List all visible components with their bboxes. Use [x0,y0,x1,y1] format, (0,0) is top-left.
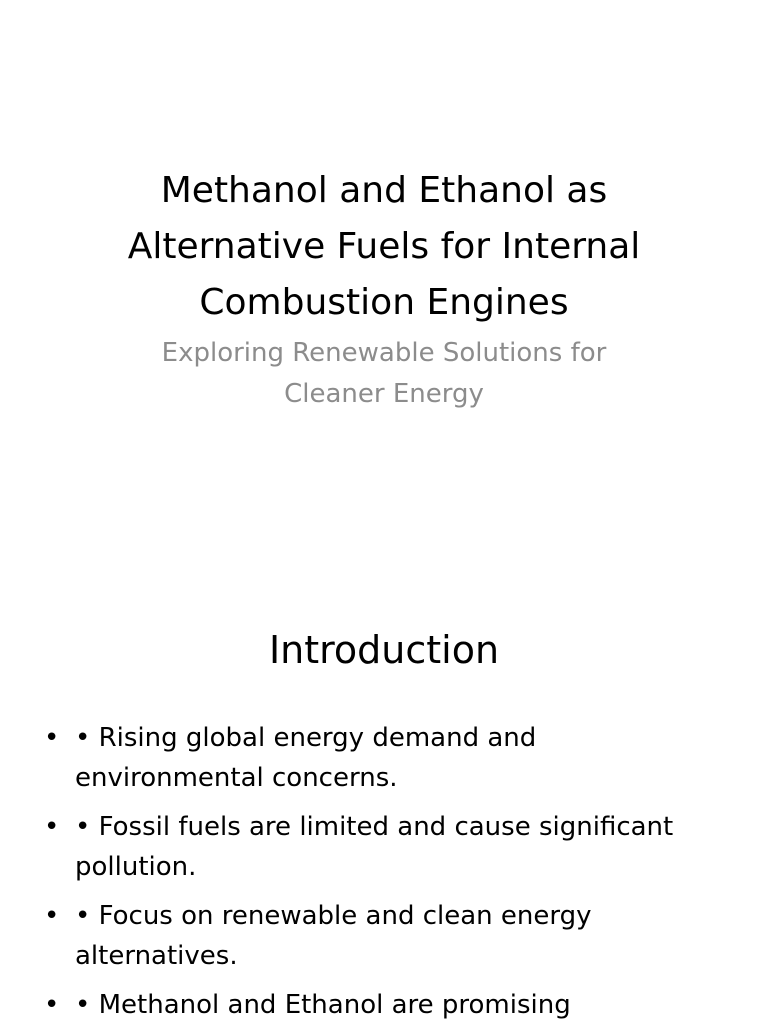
list-item-text: • Fossil fuels are limited and cause significant pollution. [75,812,674,882]
bullet-marker: • [44,723,60,753]
slide-heading: Introduction [268,628,500,672]
slide-subtitle: Exploring Renewable Solutions for Cleaner Energy [161,338,607,409]
introduction-slide [0,576,768,1024]
list-item-text: • Rising global energy demand and environmental concerns. [75,723,537,793]
list-item [38,807,718,887]
bullet-list [38,718,718,1024]
list-item [38,985,718,1024]
bullet-marker: • [44,990,60,1020]
list-item [38,718,718,798]
bullet-marker: • [44,812,60,842]
slide-title: Methanol and Ethanol as Alternative Fuels for Internal Combustion Engines [127,170,641,323]
list-item-text: • Methanol and Ethanol are promising [75,990,571,1020]
list-item-text: • Focus on renewable and clean energy alternatives. [75,901,592,971]
bullet-marker: • [44,901,60,931]
list-item [38,896,718,976]
